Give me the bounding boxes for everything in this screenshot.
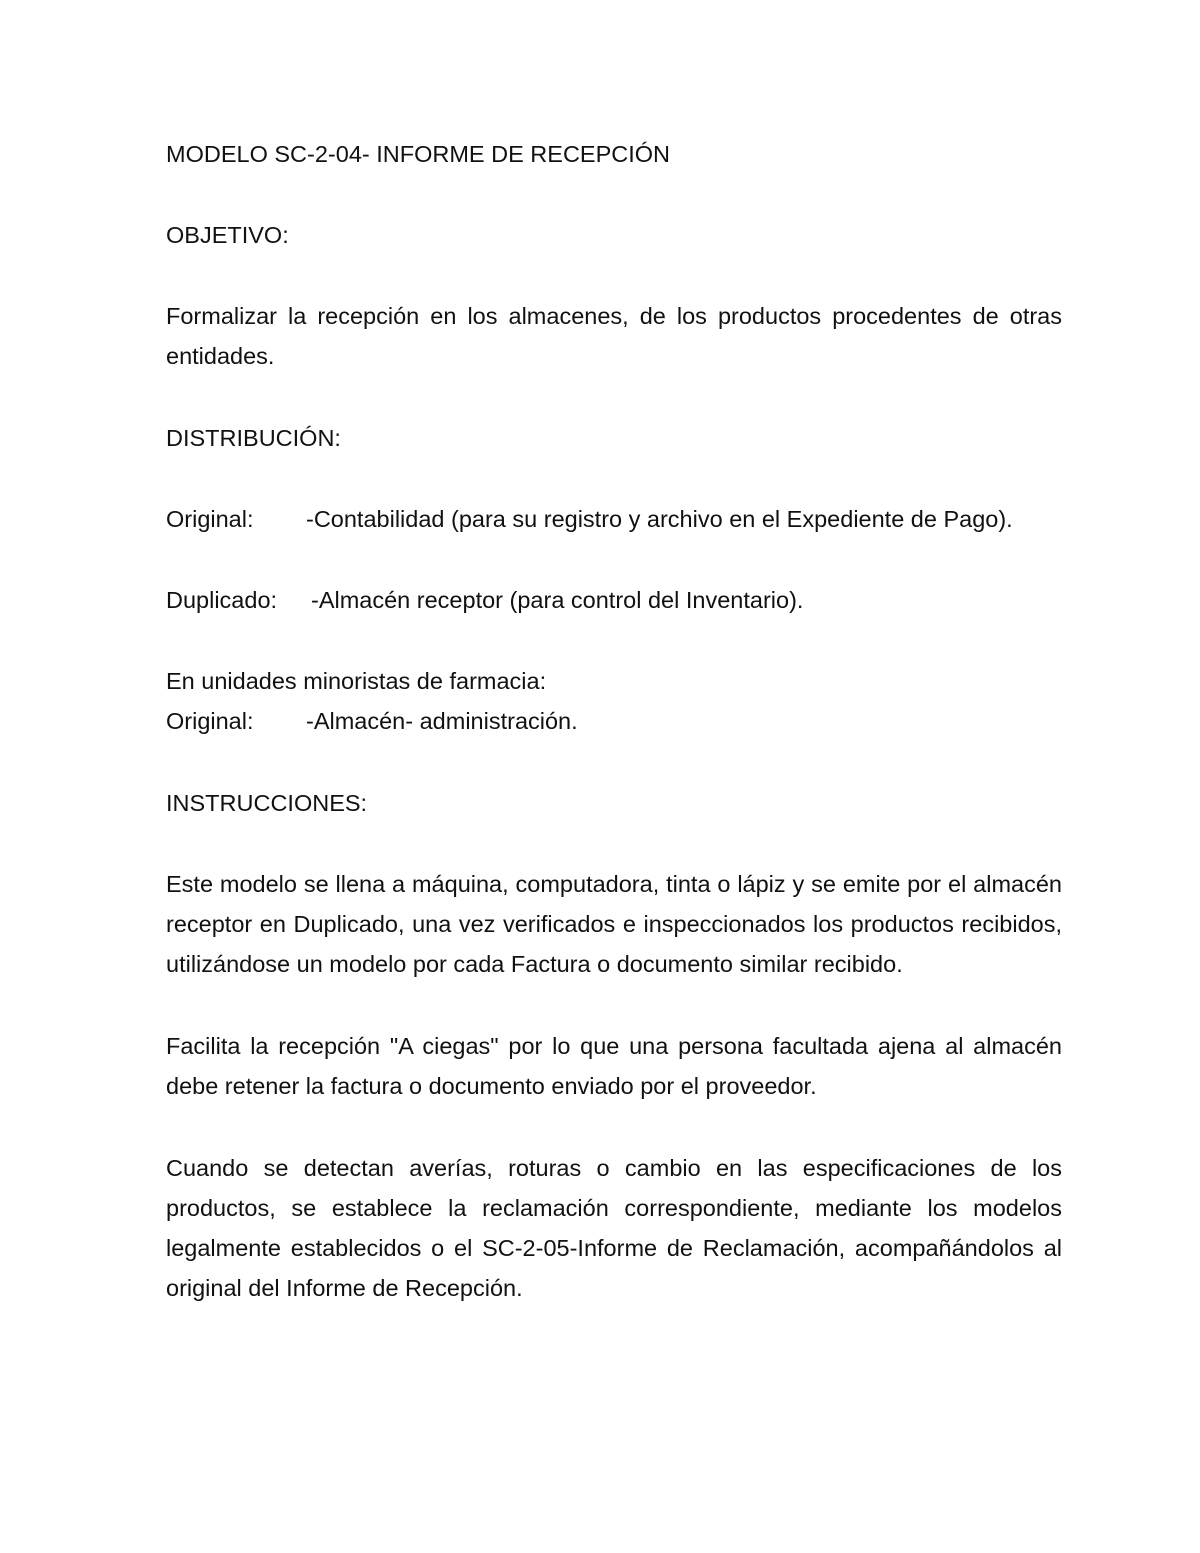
instructions-paragraph-3: Cuando se detectan averías, roturas o cambio en las especificaciones de los productos, se establece la reclamación correspondiente, mediante los modelos legalmente establecidos o el SC-2-05-Informe de Reclamación, acompañándolos al original del Informe de Recepción. <box>166 1155 1062 1301</box>
distribution-original-value: -Contabilidad (para su registro y archivo en el Expediente de Pago). <box>306 506 1013 532</box>
distribution-duplicate-row <box>166 580 804 620</box>
distribution-duplicate-value: -Almacén receptor (para control del Inventario). <box>311 587 804 613</box>
distribution-original-label: Original: <box>166 506 254 532</box>
retail-intro: En unidades minoristas de farmacia: <box>166 668 547 694</box>
instructions-paragraph-1: Este modelo se llena a máquina, computadora, tinta o lápiz y se emite por el almacén receptor en Duplicado, una vez verificados e inspeccionados los productos recibidos, utilizándose un modelo por cada Factura o documento similar recibido. <box>166 871 1062 977</box>
distribution-original-row <box>166 499 1013 539</box>
retail-original-label: Original: <box>166 708 254 734</box>
instructions-heading: INSTRUCCIONES: <box>166 790 368 816</box>
objective-heading: OBJETIVO: <box>166 222 289 248</box>
objective-text: Formalizar la recepción en los almacenes, de los productos procedentes de otras entidades. <box>166 303 1062 369</box>
distribution-heading: DISTRIBUCIÓN: <box>166 425 341 451</box>
distribution-duplicate-label: Duplicado: <box>166 587 278 613</box>
instructions-paragraph-2: Facilita la recepción "A ciegas" por lo que una persona facultada ajena al almacén debe retener la factura o documento enviado por el proveedor. <box>166 1033 1062 1099</box>
document-title: MODELO SC-2-04- INFORME DE RECEPCIÓN <box>166 141 671 167</box>
retail-original-row <box>166 701 578 741</box>
retail-original-value: -Almacén- administración. <box>306 708 578 734</box>
